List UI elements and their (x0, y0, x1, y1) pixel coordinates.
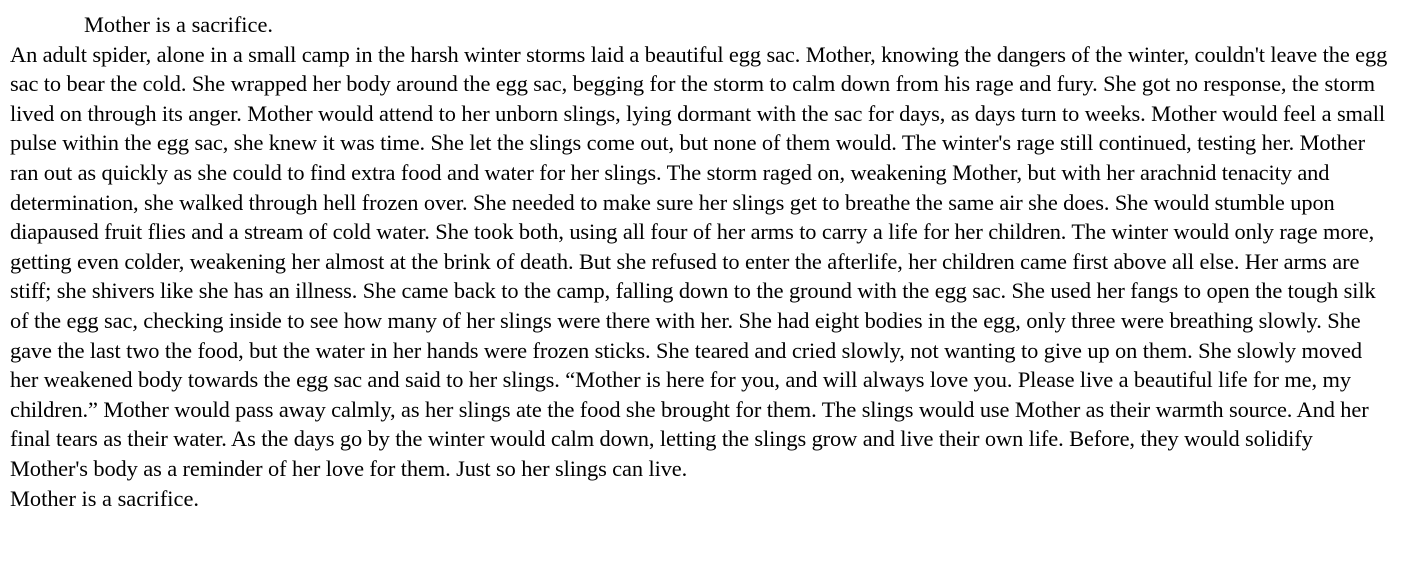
closing-line: Mother is a sacrifice. (10, 485, 199, 511)
story-paragraph: An adult spider, alone in a small camp in the harsh winter storms laid a beautiful egg sac. Mother, knowing the dangers of the winter, couldn't leave the egg sac to bear the cold. She wrapped her body around the egg sac, begging for the storm to calm down from his rage and fury. She got no response, the storm lived on through its anger. Mother would attend to her unborn slings, lying dormant with the sac for days, as days turn to weeks. Mother would feel a small pulse within the egg sac, she knew it was time. She let the slings come out, but none of them would. The winter's rage still continued, testing her. Mother ran out as quickly as she could to find extra food and water for her slings. The storm raged on, weakening Mother, but with her arachnid tenacity and determination, she walked through hell frozen over. She needed to make sure her slings get to breathe the same air she does. She would stumble upon diapaused fruit flies and a stream of cold water. She took both, using all four of her arms to carry a life for her children. The winter would only rage more, getting even colder, weakening her almost at the brink of death. But she refused to enter the afterlife, her children came first above all else. Her arms are stiff; she shivers like she has an illness. She came back to the camp, falling down to the ground with the egg sac. She used her fangs to open the tough silk of the egg sac, checking inside to see how many of her slings were there with her. She had eight bodies in the egg, only three were breathing slowly. She gave the last two the food, but the water in her hands were frozen sticks. She teared and cried slowly, not wanting to give up on them. She slowly moved her weakened body towards the egg sac and said to her slings. “Mother is here for you, and will always love you. Please live a beautiful life for me, my children.” Mother would pass away calmly, as her slings ate the food she brought for them. The slings would use Mother as their warmth source. And her final tears as their water. As the days go by the winter would calm down, letting the slings grow and live their own life. Before, they would solidify Mother's body as a reminder of her love for them. Just so her slings can live. (10, 41, 1388, 481)
document-title: Mother is a sacrifice. (84, 12, 273, 37)
